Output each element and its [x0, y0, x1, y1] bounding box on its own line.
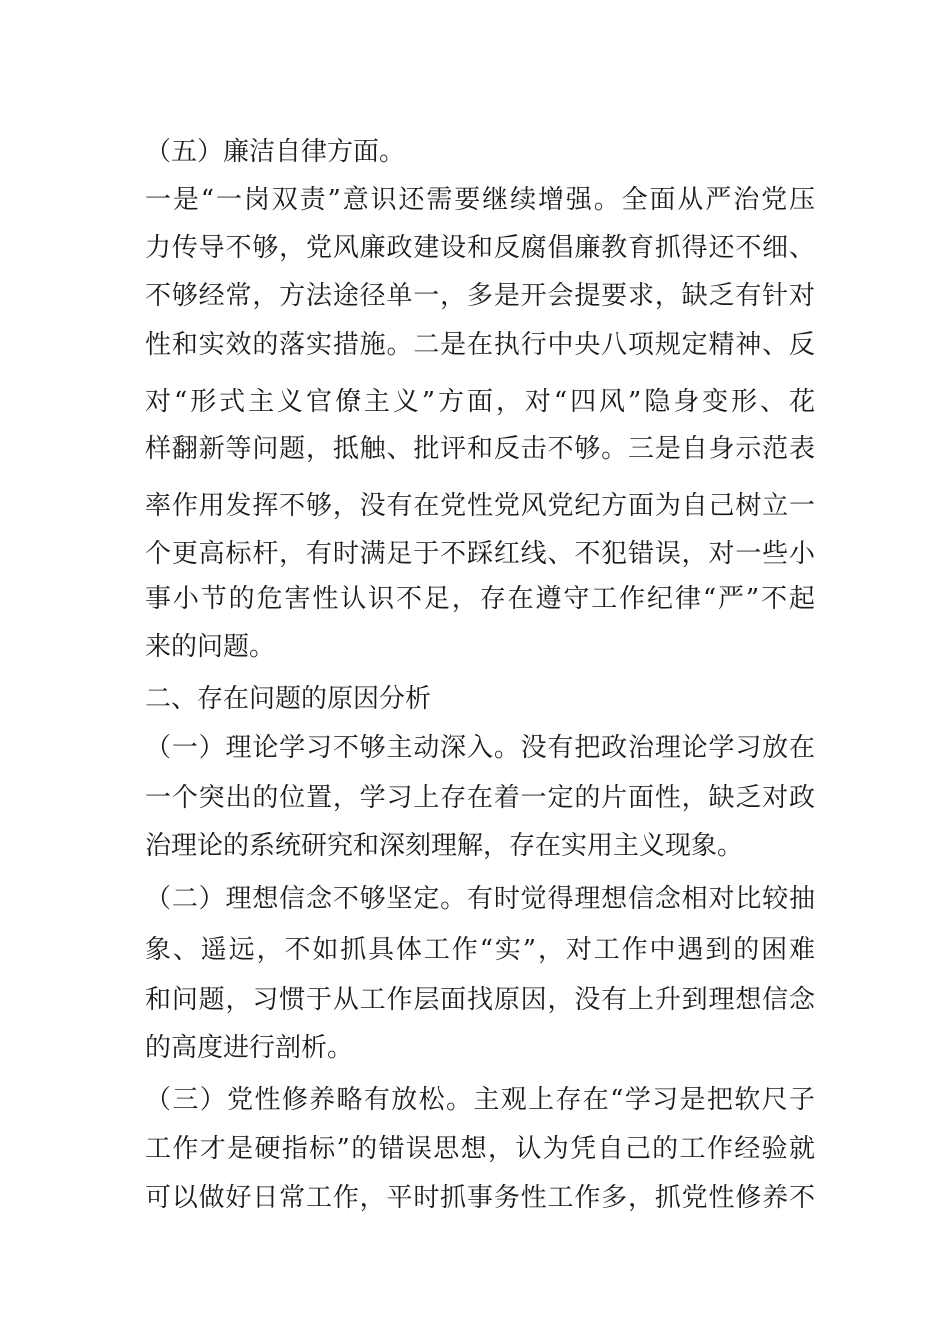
- text-line: 力传导不够，党风廉政建设和反腐倡廉教育抓得还不细、: [145, 233, 815, 263]
- text-line: （一）理论学习不够主动深入。没有把政治理论学习放在: [145, 733, 815, 763]
- text-line: 个更高标杆，有时满足于不踩红线、不犯错误，对一些小: [145, 539, 815, 569]
- text-line: 一是“一岗双责”意识还需要继续增强。全面从严治党压: [145, 185, 815, 215]
- text-line: 一个突出的位置，学习上存在着一定的片面性，缺乏对政: [145, 783, 815, 813]
- text-line: 率作用发挥不够，没有在党性党风党纪方面为自己树立一: [145, 491, 815, 521]
- text-line: 来的问题。: [145, 632, 276, 662]
- section-heading: （五）廉洁自律方面。: [145, 137, 406, 167]
- text-line: 可以做好日常工作，平时抓事务性工作多，抓党性修养不: [145, 1183, 815, 1213]
- text-line: 和问题，习惯于从工作层面找原因，没有上升到理想信念: [145, 985, 815, 1015]
- text-line: 对“形式主义官僚主义”方面，对“四风”隐身变形、花: [145, 387, 815, 417]
- text-line: 性和实效的落实措施。二是在执行中央八项规定精神、反: [145, 330, 815, 360]
- text-line: 治理论的系统研究和深刻理解，存在实用主义现象。: [145, 831, 744, 861]
- text-line: 象、遥远，不如抓具体工作“实”，对工作中遇到的困难: [145, 935, 815, 965]
- text-line: （三）党性修养略有放松。主观上存在“学习是把软尺子: [145, 1085, 815, 1115]
- text-line: 的高度进行剖析。: [145, 1033, 354, 1063]
- text-line: 事小节的危害性认识不足，存在遵守工作纪律“严”不起: [145, 584, 815, 614]
- text-line: 工作才是硬指标”的错误思想，认为凭自己的工作经验就: [145, 1134, 815, 1164]
- section-heading: 二、存在问题的原因分析: [145, 684, 432, 714]
- text-line: 不够经常，方法途径单一，多是开会提要求，缺乏有针对: [145, 281, 815, 311]
- text-line: （二）理想信念不够坚定。有时觉得理想信念相对比较抽: [145, 884, 815, 914]
- text-line: 样翻新等问题，抵触、批评和反击不够。三是自身示范表: [145, 434, 815, 464]
